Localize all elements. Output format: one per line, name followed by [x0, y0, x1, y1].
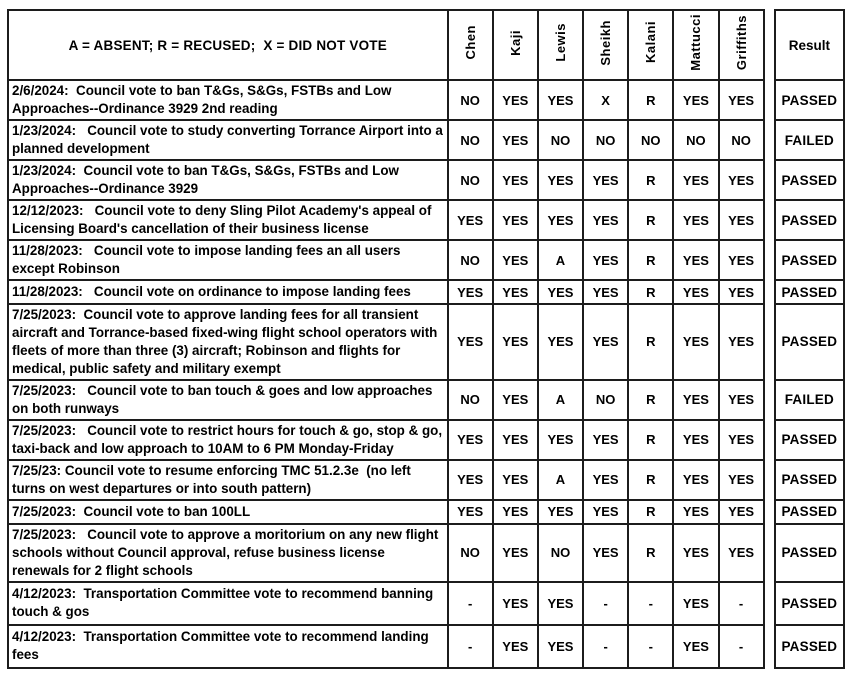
vote-cell-kaji: YES: [493, 460, 538, 500]
vote-cell-griffiths: YES: [719, 160, 764, 200]
column-gap: [764, 380, 775, 420]
vote-cell-mattucci: YES: [673, 625, 718, 668]
vote-cell-kaji: YES: [493, 160, 538, 200]
column-gap: [764, 240, 775, 280]
vote-cell-kaji: YES: [493, 420, 538, 460]
vote-cell-lewis: YES: [538, 80, 583, 120]
result-cell: FAILED: [775, 380, 844, 420]
member-header-lewis: [538, 10, 583, 80]
vote-table: [7, 9, 845, 669]
vote-cell-lewis: A: [538, 460, 583, 500]
result-cell: PASSED: [775, 240, 844, 280]
table-row: [8, 524, 844, 582]
vote-cell-kaji: YES: [493, 524, 538, 582]
vote-description: 7/25/2023: Council vote to ban 100LL: [8, 500, 448, 524]
vote-cell-chen: NO: [448, 240, 493, 280]
column-gap: [764, 420, 775, 460]
vote-cell-sheikh: YES: [583, 200, 628, 240]
vote-cell-chen: YES: [448, 460, 493, 500]
column-gap: [764, 160, 775, 200]
vote-cell-kaji: YES: [493, 380, 538, 420]
vote-cell-lewis: YES: [538, 625, 583, 668]
vote-cell-griffiths: YES: [719, 240, 764, 280]
member-name: Kaji: [507, 29, 523, 56]
vote-cell-griffiths: NO: [719, 120, 764, 160]
member-header-kaji: [493, 10, 538, 80]
vote-cell-chen: NO: [448, 524, 493, 582]
legend: A = ABSENT; R = RECUSED; X = DID NOT VOTE: [8, 10, 448, 80]
vote-description: 1/23/2024: Council vote to study converting Torrance Airport into a planned development: [8, 120, 448, 160]
vote-cell-griffiths: YES: [719, 304, 764, 380]
vote-cell-mattucci: YES: [673, 380, 718, 420]
vote-description: 7/25/23: Council vote to resume enforcing TMC 51.2.3e (no left turns on west departures or into south pattern): [8, 460, 448, 500]
vote-cell-lewis: A: [538, 380, 583, 420]
vote-cell-sheikh: -: [583, 625, 628, 668]
table-row: [8, 500, 844, 524]
member-name: Sheikh: [598, 19, 614, 66]
vote-cell-mattucci: YES: [673, 420, 718, 460]
vote-cell-griffiths: YES: [719, 500, 764, 524]
result-cell: PASSED: [775, 582, 844, 625]
member-name: Mattucci: [688, 14, 704, 71]
vote-cell-sheikh: YES: [583, 240, 628, 280]
table-row: [8, 460, 844, 500]
vote-cell-chen: NO: [448, 380, 493, 420]
table-row: [8, 420, 844, 460]
vote-cell-kaji: YES: [493, 240, 538, 280]
vote-cell-kaji: YES: [493, 200, 538, 240]
vote-description: 7/25/2023: Council vote to approve landing fees for all transient aircraft and Torrance-based fixed-wing flight school operators with fleets of more than three (3) aircraft; Robinson and flights for medical, public safety and military exempt: [8, 304, 448, 380]
vote-cell-mattucci: YES: [673, 280, 718, 304]
vote-description: 12/12/2023: Council vote to deny Sling Pilot Academy's appeal of Licensing Board's cancellation of their business license: [8, 200, 448, 240]
vote-description: 7/25/2023: Council vote to approve a moritorium on any new flight schools without Council approval, refuse business license renewals for 2 flight schools: [8, 524, 448, 582]
vote-cell-kalani: R: [628, 80, 673, 120]
result-cell: PASSED: [775, 500, 844, 524]
vote-cell-griffiths: YES: [719, 524, 764, 582]
vote-cell-lewis: YES: [538, 420, 583, 460]
result-cell: PASSED: [775, 80, 844, 120]
table-row: [8, 160, 844, 200]
column-gap: [764, 500, 775, 524]
vote-cell-chen: NO: [448, 120, 493, 160]
vote-cell-mattucci: YES: [673, 160, 718, 200]
column-gap: [764, 460, 775, 500]
column-gap: [764, 625, 775, 668]
vote-cell-sheikh: NO: [583, 120, 628, 160]
vote-cell-kalani: R: [628, 524, 673, 582]
vote-cell-griffiths: -: [719, 625, 764, 668]
vote-cell-sheikh: X: [583, 80, 628, 120]
vote-cell-mattucci: NO: [673, 120, 718, 160]
vote-cell-kaji: YES: [493, 280, 538, 304]
vote-cell-mattucci: YES: [673, 304, 718, 380]
vote-cell-kalani: -: [628, 625, 673, 668]
vote-cell-lewis: YES: [538, 500, 583, 524]
vote-cell-lewis: YES: [538, 160, 583, 200]
table-row: [8, 200, 844, 240]
vote-cell-mattucci: YES: [673, 500, 718, 524]
column-gap: [764, 120, 775, 160]
vote-cell-sheikh: YES: [583, 160, 628, 200]
column-gap: [764, 10, 775, 80]
vote-cell-lewis: A: [538, 240, 583, 280]
vote-cell-chen: NO: [448, 160, 493, 200]
vote-cell-kalani: R: [628, 460, 673, 500]
vote-cell-griffiths: YES: [719, 380, 764, 420]
table-row: [8, 625, 844, 668]
vote-cell-chen: YES: [448, 500, 493, 524]
vote-cell-kalani: R: [628, 160, 673, 200]
member-header-sheikh: [583, 10, 628, 80]
member-header-chen: [448, 10, 493, 80]
vote-cell-kaji: YES: [493, 120, 538, 160]
column-gap: [764, 80, 775, 120]
vote-cell-kaji: YES: [493, 80, 538, 120]
vote-description: 4/12/2023: Transportation Committee vote to recommend banning touch & gos: [8, 582, 448, 625]
vote-cell-griffiths: -: [719, 582, 764, 625]
vote-cell-chen: NO: [448, 80, 493, 120]
vote-cell-kalani: -: [628, 582, 673, 625]
vote-cell-chen: YES: [448, 420, 493, 460]
result-cell: PASSED: [775, 420, 844, 460]
vote-cell-chen: YES: [448, 200, 493, 240]
result-header: Result: [775, 10, 844, 80]
vote-cell-lewis: NO: [538, 524, 583, 582]
column-gap: [764, 582, 775, 625]
vote-cell-chen: YES: [448, 280, 493, 304]
vote-cell-mattucci: YES: [673, 80, 718, 120]
table-row: [8, 280, 844, 304]
column-gap: [764, 200, 775, 240]
table-row: [8, 240, 844, 280]
vote-description: 11/28/2023: Council vote to impose landing fees an all users except Robinson: [8, 240, 448, 280]
vote-cell-sheikh: YES: [583, 524, 628, 582]
vote-cell-sheikh: YES: [583, 500, 628, 524]
vote-cell-griffiths: YES: [719, 460, 764, 500]
result-cell: PASSED: [775, 524, 844, 582]
vote-cell-lewis: YES: [538, 582, 583, 625]
vote-cell-mattucci: YES: [673, 582, 718, 625]
table-row: [8, 80, 844, 120]
table-row: [8, 582, 844, 625]
vote-cell-kaji: YES: [493, 625, 538, 668]
vote-cell-kalani: R: [628, 420, 673, 460]
vote-cell-kalani: R: [628, 304, 673, 380]
vote-description: 2/6/2024: Council vote to ban T&Gs, S&Gs, FSTBs and Low Approaches--Ordinance 3929 2nd reading: [8, 80, 448, 120]
vote-cell-chen: YES: [448, 304, 493, 380]
result-cell: PASSED: [775, 280, 844, 304]
vote-cell-lewis: NO: [538, 120, 583, 160]
result-cell: PASSED: [775, 460, 844, 500]
member-header-kalani: [628, 10, 673, 80]
vote-cell-sheikh: YES: [583, 304, 628, 380]
member-header-griffiths: [719, 10, 764, 80]
vote-cell-kaji: YES: [493, 304, 538, 380]
vote-cell-kalani: NO: [628, 120, 673, 160]
vote-description: 4/12/2023: Transportation Committee vote to recommend landing fees: [8, 625, 448, 668]
vote-description: 7/25/2023: Council vote to ban touch & goes and low approaches on both runways: [8, 380, 448, 420]
vote-cell-mattucci: YES: [673, 240, 718, 280]
member-header-mattucci: [673, 10, 718, 80]
result-cell: FAILED: [775, 120, 844, 160]
vote-cell-sheikh: YES: [583, 460, 628, 500]
vote-cell-kalani: R: [628, 240, 673, 280]
vote-cell-griffiths: YES: [719, 280, 764, 304]
vote-cell-kaji: YES: [493, 500, 538, 524]
header-row: [8, 10, 844, 80]
vote-cell-kalani: R: [628, 500, 673, 524]
vote-cell-sheikh: YES: [583, 280, 628, 304]
vote-description: 7/25/2023: Council vote to restrict hours for touch & go, stop & go, taxi-back and low approach to 10AM to 6 PM Monday-Friday: [8, 420, 448, 460]
result-cell: PASSED: [775, 304, 844, 380]
vote-cell-sheikh: YES: [583, 420, 628, 460]
vote-cell-chen: -: [448, 582, 493, 625]
vote-cell-sheikh: -: [583, 582, 628, 625]
column-gap: [764, 280, 775, 304]
vote-cell-kalani: R: [628, 200, 673, 240]
vote-description: 11/28/2023: Council vote on ordinance to impose landing fees: [8, 280, 448, 304]
member-name: Griffiths: [733, 14, 749, 71]
result-cell: PASSED: [775, 160, 844, 200]
vote-cell-lewis: YES: [538, 200, 583, 240]
table-row: [8, 120, 844, 160]
vote-cell-chen: -: [448, 625, 493, 668]
vote-cell-kalani: R: [628, 280, 673, 304]
column-gap: [764, 304, 775, 380]
table-row: [8, 380, 844, 420]
vote-description: 1/23/2024: Council vote to ban T&Gs, S&Gs, FSTBs and Low Approaches--Ordinance 3929: [8, 160, 448, 200]
vote-cell-sheikh: NO: [583, 380, 628, 420]
vote-cell-mattucci: YES: [673, 200, 718, 240]
vote-cell-griffiths: YES: [719, 420, 764, 460]
member-name: Lewis: [552, 23, 568, 62]
vote-cell-griffiths: YES: [719, 200, 764, 240]
vote-cell-griffiths: YES: [719, 80, 764, 120]
member-name: Kalani: [643, 21, 659, 64]
vote-cell-mattucci: YES: [673, 524, 718, 582]
vote-cell-kaji: YES: [493, 582, 538, 625]
vote-cell-mattucci: YES: [673, 460, 718, 500]
vote-table-body: [8, 80, 844, 668]
result-cell: PASSED: [775, 200, 844, 240]
vote-cell-lewis: YES: [538, 304, 583, 380]
vote-cell-lewis: YES: [538, 280, 583, 304]
table-row: [8, 304, 844, 380]
member-name: Chen: [462, 25, 478, 60]
vote-cell-kalani: R: [628, 380, 673, 420]
result-cell: PASSED: [775, 625, 844, 668]
column-gap: [764, 524, 775, 582]
